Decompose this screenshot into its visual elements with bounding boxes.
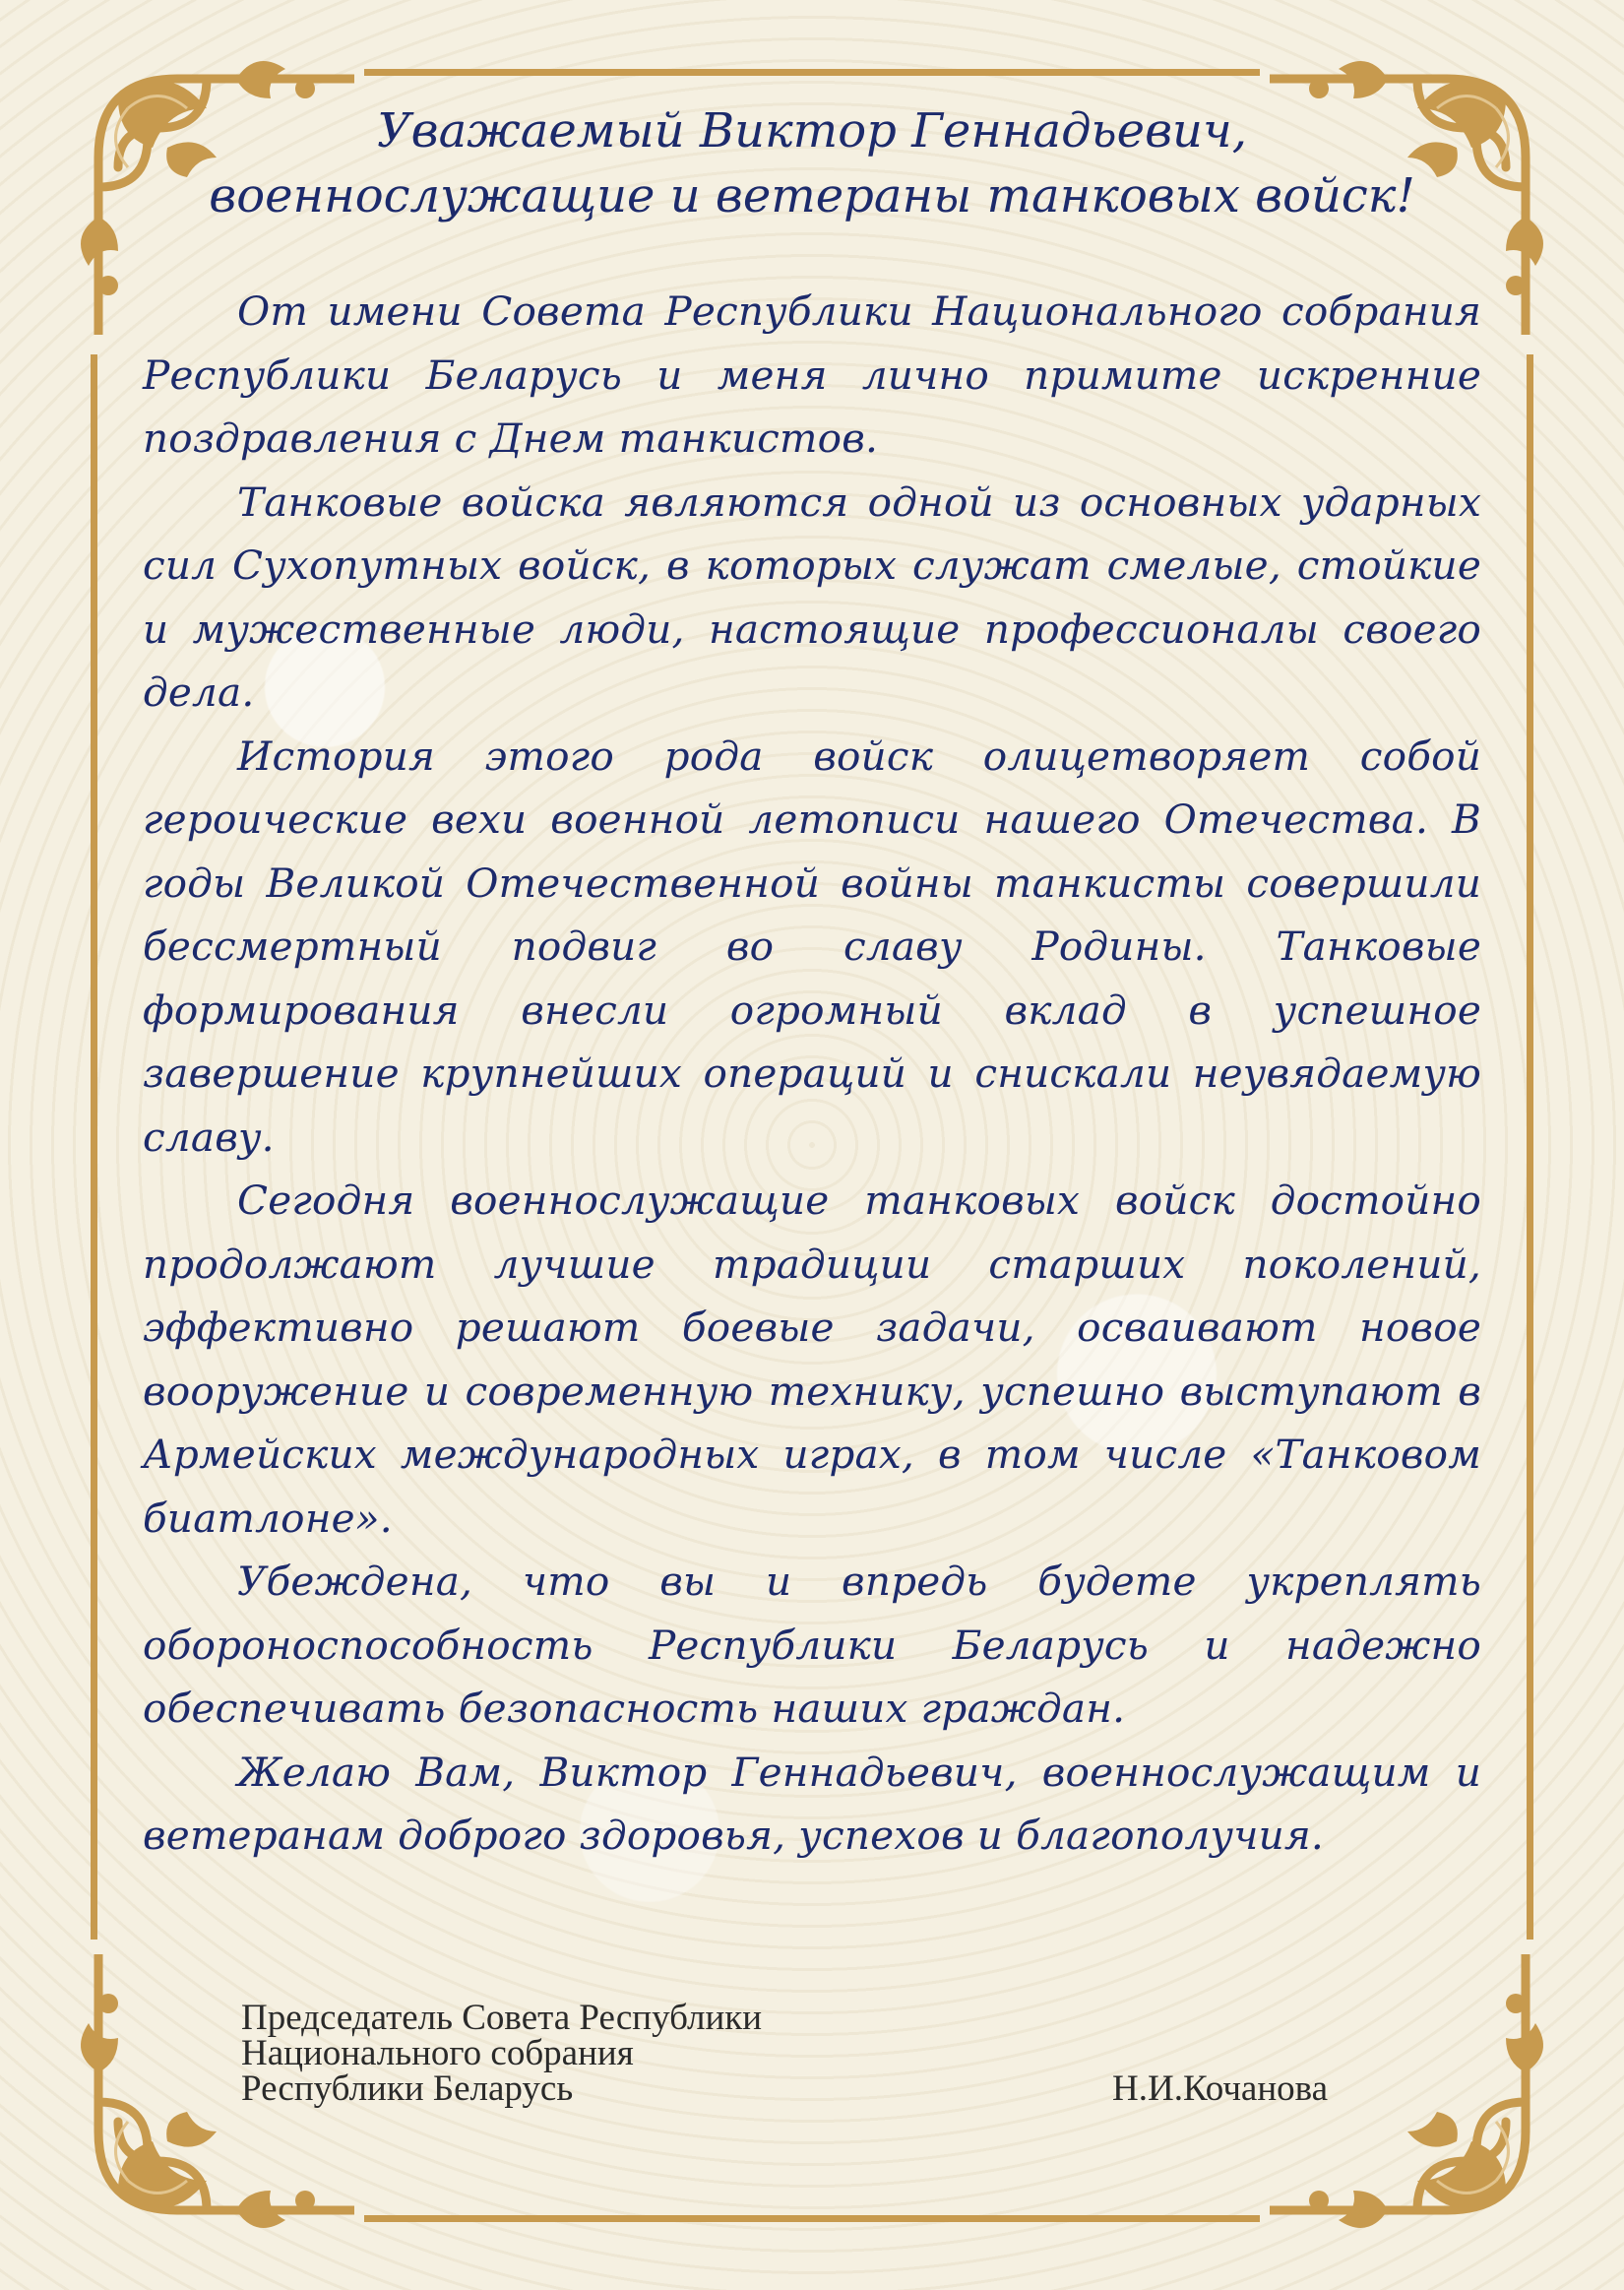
salutation-line-1: Уважаемый Виктор Геннадьевич, xyxy=(376,103,1248,159)
paragraph-wishes: Желаю Вам, Виктор Геннадьевич, военнослужащим и ветеранам доброго здоровья, успехов и благополучия. xyxy=(143,1748,1481,1859)
paragraph-today: Сегодня военнослужащие танковых войск достойно продолжают лучшие традиции старших поколений, эффективно решают боевые задачи, осваивают новое вооружение и современную технику, успешно выступают в Армейских международных играх, в том числе «Танковом биатлоне». xyxy=(143,1177,1481,1542)
paragraph-history: История этого рода войск олицетворяет собой героические вехи военной летописи нашего Отечества. В годы Великой Отечественной войны танкисты совершили бессмертный подвиг во славу Родины. Танковые формирования внесли огромный вклад в успешное завершение крупнейших операций и снискали неувядаемую славу. xyxy=(143,732,1481,1161)
paragraph-tank-troops: Танковые войска являются одной из основных ударных сил Сухопутных войск, в которых служат смелые, стойкие и мужественные люди, настоящие профессионалы своего дела. xyxy=(143,477,1481,716)
frame-top-border xyxy=(364,69,1260,76)
paragraph-conviction: Убеждена, что вы и впредь будете укреплять обороноспособность Республики Беларусь и надежно обеспечивать безопасность наших граждан. xyxy=(143,1558,1481,1732)
signature-position xyxy=(241,1998,763,2109)
letter-body xyxy=(143,98,1481,1868)
frame-bottom-border xyxy=(364,2215,1260,2222)
salutation xyxy=(143,98,1481,228)
frame-left-border xyxy=(91,354,97,1940)
signature-line-1: Председатель Совета Республики xyxy=(241,1998,763,2038)
salutation-line-2: военнослужащие и ветераны танковых войск! xyxy=(209,168,1415,223)
signature-line-2: Национального собрания xyxy=(241,2033,634,2073)
paragraph-greeting: От имени Совета Республики Национального собрания Республики Беларусь и меня лично примите искренние поздравления с Днем танкистов. xyxy=(143,287,1481,462)
signature-line-3: Республики Беларусь xyxy=(241,2068,574,2109)
signer-name: Н.И.Кочанова xyxy=(1112,2068,1329,2109)
frame-right-border xyxy=(1527,354,1533,1940)
